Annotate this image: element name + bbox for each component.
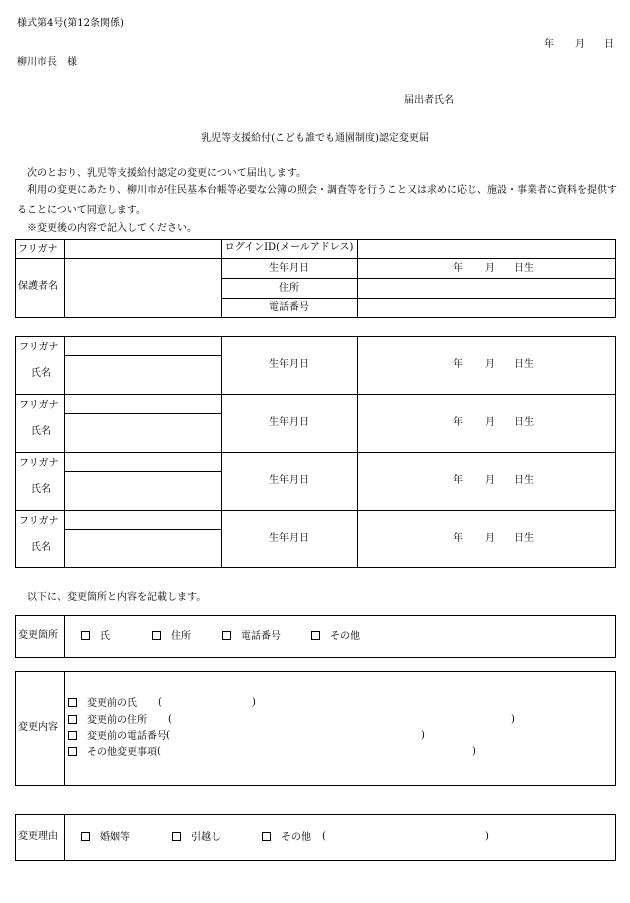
child-2-furigana-label: フリガナ xyxy=(19,400,59,411)
guardian-birth-day: 日生 xyxy=(514,263,534,274)
child-1-month: 月 xyxy=(485,359,495,370)
checkbox-icon[interactable] xyxy=(68,698,77,707)
change-content-item-address[interactable]: 変更前の住所 xyxy=(68,715,147,726)
change-location-label: 変更箇所 xyxy=(18,630,58,641)
change-intro: 以下に、変更箇所と内容を記載します。 xyxy=(27,592,207,603)
checkbox-icon[interactable] xyxy=(311,631,320,640)
change-reason-label: 変更理由 xyxy=(18,831,58,842)
child-1-birth-label: 生年月日 xyxy=(269,359,309,370)
child-4-year: 年 xyxy=(453,533,463,544)
child-4-day: 日生 xyxy=(514,533,534,544)
intro-line-2: 利用の変更にあたり、柳川市が住民基本台帳等必要な公簿の照会・調査等を行うこと又は求めに応じ、施設・事業者に資料を提供す xyxy=(27,185,617,196)
document-title: 乳児等支援給付(こども誰でも通園制度)認定変更届 xyxy=(201,133,429,144)
child-2-day: 日生 xyxy=(514,417,534,428)
guardian-birth-month: 月 xyxy=(485,263,495,274)
paren-open: ( xyxy=(158,697,162,708)
guardian-address-label: 住所 xyxy=(279,283,299,294)
child-3-year: 年 xyxy=(453,475,463,486)
paren-close: ) xyxy=(421,730,425,741)
change-reason-option-move[interactable]: 引越し xyxy=(172,832,221,843)
child-2-month: 月 xyxy=(485,417,495,428)
paren-open: ( xyxy=(166,730,170,741)
child-1-name-label: 氏名 xyxy=(31,368,51,379)
child-2-year: 年 xyxy=(453,417,463,428)
child-2-name-label: 氏名 xyxy=(31,426,51,437)
child-1-day: 日生 xyxy=(514,359,534,370)
change-content-item-phone[interactable]: 変更前の電話番号 xyxy=(68,731,167,742)
guardian-phone-label: 電話番号 xyxy=(269,302,309,313)
checkbox-icon[interactable] xyxy=(262,832,271,841)
change-location-option-name[interactable]: 氏 xyxy=(81,631,110,642)
checkbox-icon[interactable] xyxy=(152,631,161,640)
change-location-option-other[interactable]: その他 xyxy=(311,631,360,642)
child-1-furigana-label: フリガナ xyxy=(19,342,59,353)
checkbox-icon[interactable] xyxy=(81,832,90,841)
checkbox-icon[interactable] xyxy=(81,631,90,640)
checkbox-icon[interactable] xyxy=(222,631,231,640)
checkbox-icon[interactable] xyxy=(68,747,77,756)
login-id-label: ログインID(メールアドレス) xyxy=(224,242,354,253)
change-location-option-phone[interactable]: 電話番号 xyxy=(222,631,281,642)
date-year: 年 xyxy=(544,39,554,50)
child-4-name-label: 氏名 xyxy=(31,542,51,553)
guardian-name-label: 保護者名 xyxy=(18,281,58,292)
child-1-year: 年 xyxy=(453,359,463,370)
checkbox-icon[interactable] xyxy=(68,715,77,724)
child-3-furigana-label: フリガナ xyxy=(19,458,59,469)
checkbox-icon[interactable] xyxy=(68,731,77,740)
child-4-month: 月 xyxy=(485,533,495,544)
change-reason-option-other[interactable]: その他 xyxy=(262,832,311,843)
paren-close: ) xyxy=(472,746,476,757)
paren-close: ) xyxy=(252,697,256,708)
change-reason-option-marriage[interactable]: 婚姻等 xyxy=(81,832,130,843)
change-location-option-address[interactable]: 住所 xyxy=(152,631,191,642)
change-content-item-name[interactable]: 変更前の氏 xyxy=(68,698,137,709)
guardian-birth-label: 生年月日 xyxy=(269,263,309,274)
change-content-label: 変更内容 xyxy=(18,722,58,733)
paren-open: ( xyxy=(168,714,172,725)
child-4-birth-label: 生年月日 xyxy=(269,533,309,544)
paren-close: ) xyxy=(511,714,515,725)
child-4-furigana-label: フリガナ xyxy=(19,516,59,527)
guardian-furigana-label: フリガナ xyxy=(18,244,58,255)
paren-close: ) xyxy=(485,831,489,842)
child-3-birth-label: 生年月日 xyxy=(269,475,309,486)
intro-line-3: ることについて同意します。 xyxy=(17,205,146,216)
child-3-month: 月 xyxy=(485,475,495,486)
intro-line-1: 次のとおり、乳児等支援給付認定の変更について届出します。 xyxy=(27,168,306,179)
intro-note: ※変更後の内容で記入してください。 xyxy=(27,223,197,234)
child-3-day: 日生 xyxy=(514,475,534,486)
paren-open: ( xyxy=(157,746,161,757)
date-day: 日 xyxy=(604,39,614,50)
paren-open: ( xyxy=(322,831,326,842)
form-number: 様式第4号(第12条関係) xyxy=(17,18,124,29)
date-month: 月 xyxy=(575,39,585,50)
addressee: 柳川市長 様 xyxy=(17,57,77,68)
guardian-birth-year: 年 xyxy=(453,263,463,274)
change-content-item-other[interactable]: その他変更事項 xyxy=(68,747,157,758)
child-3-name-label: 氏名 xyxy=(31,484,51,495)
checkbox-icon[interactable] xyxy=(172,832,181,841)
applicant-name-label: 届出者氏名 xyxy=(404,95,454,106)
child-2-birth-label: 生年月日 xyxy=(269,417,309,428)
